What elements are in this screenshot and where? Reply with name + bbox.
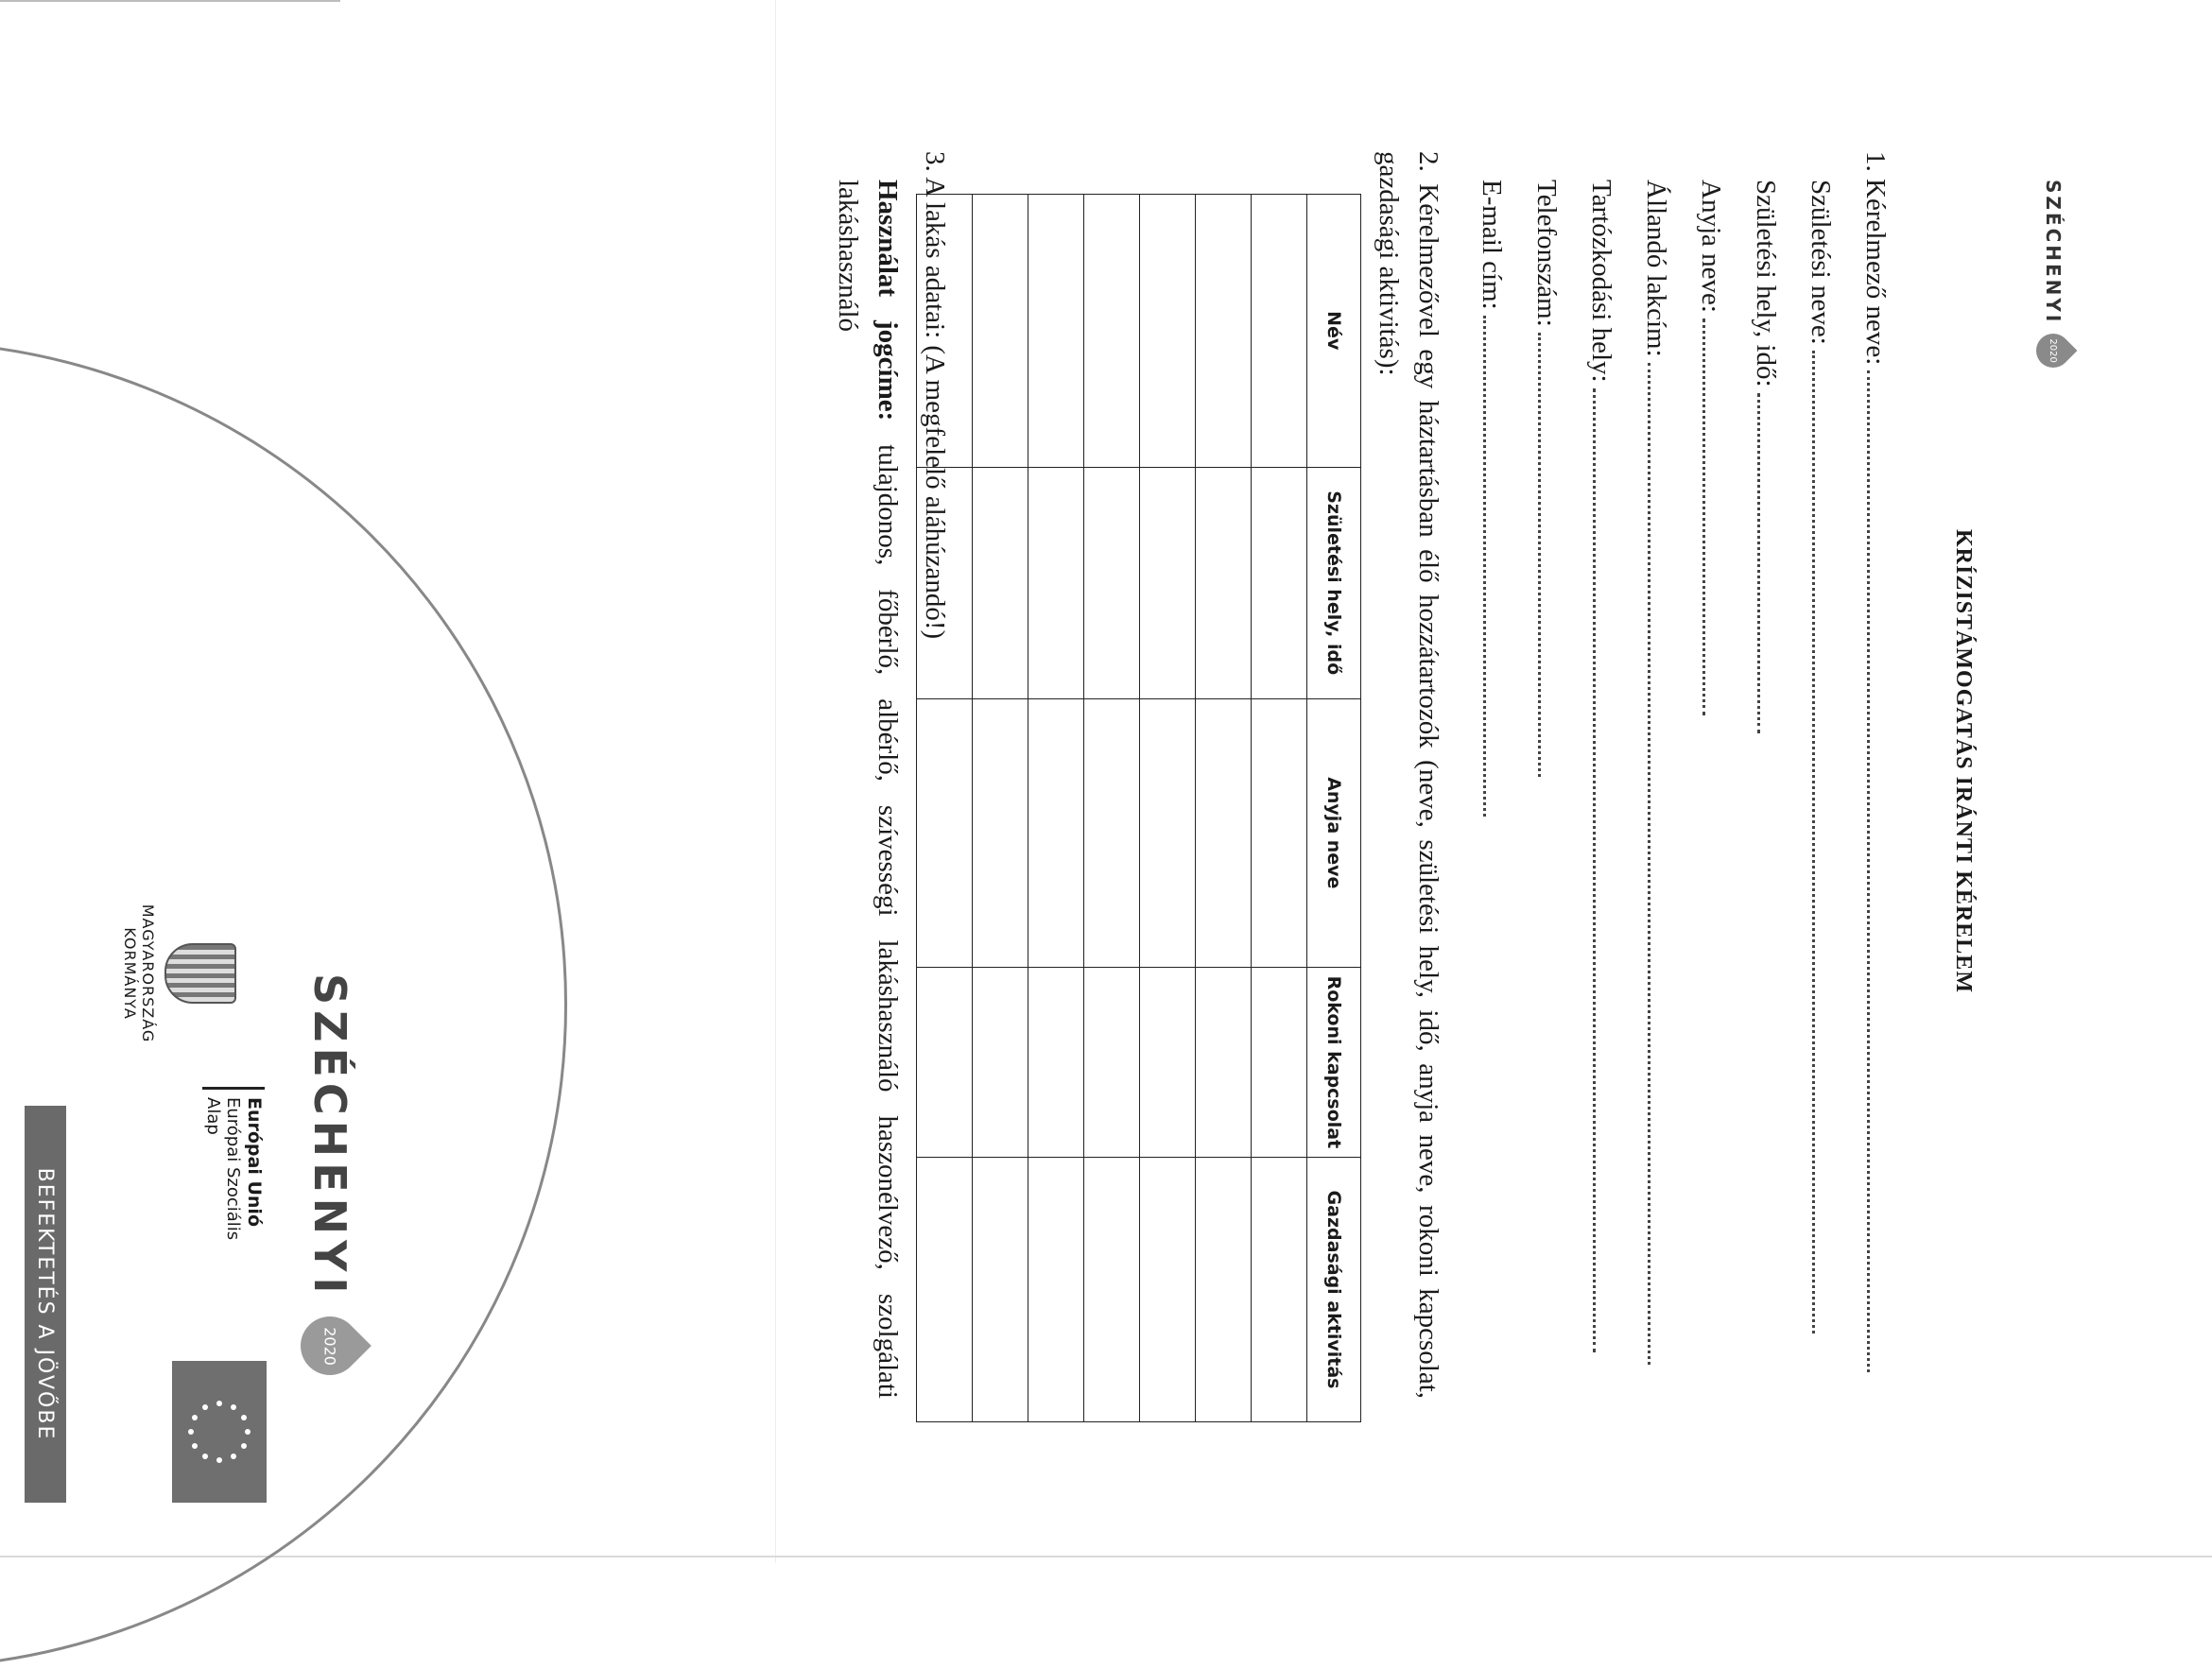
column-header-birth: Születési hely, idő bbox=[1307, 467, 1361, 698]
dotted-line bbox=[1812, 351, 1836, 1333]
eu-line1: Európai Unió bbox=[244, 1097, 265, 1227]
column-header-name: Név bbox=[1307, 195, 1361, 468]
section1-number: 1. bbox=[1860, 151, 1891, 172]
footer-arc bbox=[0, 340, 567, 1669]
column-header-mother: Anyja neve bbox=[1307, 698, 1361, 967]
table-cell[interactable] bbox=[1196, 467, 1252, 698]
field-birth-name bbox=[1805, 180, 1836, 1333]
table-cell[interactable] bbox=[1084, 698, 1140, 967]
field-label: Születési hely, idő: bbox=[1751, 180, 1781, 387]
footer-brand: SZÉCHENYI bbox=[304, 973, 355, 1299]
section2-description: Kérelmezővel egy háztartásban élő hozzátartozók (neve, születési hely, idő, anyja neve, rokoni kapcsolat, gazdasági aktivitás): bbox=[1373, 151, 1443, 1400]
gov-line2: KORMÁNYA bbox=[120, 927, 139, 1020]
gov-line1: MAGYARORSZÁG bbox=[139, 903, 157, 1043]
table-cell[interactable] bbox=[1196, 698, 1252, 967]
table-cell[interactable] bbox=[1196, 195, 1252, 468]
table-cell[interactable] bbox=[1028, 967, 1084, 1157]
coat-of-arms-icon bbox=[164, 943, 236, 1004]
dotted-line bbox=[1538, 333, 1562, 777]
header-brand-year: 2020 bbox=[2048, 338, 2059, 364]
column-header-relation: Rokoni kapcsolat bbox=[1307, 967, 1361, 1157]
header-logo bbox=[2036, 180, 2070, 368]
field-label: Állandó lakcím: bbox=[1641, 180, 1671, 357]
table-row bbox=[1140, 195, 1196, 1422]
table-row bbox=[1196, 195, 1252, 1422]
table-cell[interactable] bbox=[1028, 1158, 1084, 1422]
field-label: Anyja neve: bbox=[1696, 180, 1726, 313]
field-label: Tartózkodási hely: bbox=[1586, 180, 1616, 383]
dotted-line bbox=[1757, 393, 1781, 733]
section3-heading bbox=[915, 151, 955, 1399]
table-cell[interactable] bbox=[1252, 967, 1307, 1157]
table-cell[interactable] bbox=[1028, 698, 1084, 967]
field-email bbox=[1476, 180, 1507, 817]
field-applicant-name bbox=[1859, 151, 1891, 1372]
dotted-line bbox=[1867, 370, 1891, 1372]
household-members-table bbox=[916, 194, 1361, 1422]
table-row bbox=[973, 195, 1028, 1422]
dotted-line bbox=[1648, 363, 1671, 1365]
dotted-line bbox=[1483, 316, 1507, 817]
field-label: Kérelmező neve: bbox=[1860, 179, 1891, 366]
table-cell[interactable] bbox=[1140, 1158, 1196, 1422]
field-phone bbox=[1530, 180, 1562, 777]
section3-description: A lakás adatai: (A megfelelő aláhúzandó!) bbox=[920, 177, 950, 640]
drop-icon bbox=[288, 1304, 372, 1387]
table-cell[interactable] bbox=[973, 698, 1028, 967]
field-permanent-address bbox=[1640, 180, 1671, 1365]
usage-label: Használat jogcíme: bbox=[873, 180, 903, 422]
footer-brand-year: 2020 bbox=[320, 1326, 339, 1365]
eu-flag-icon bbox=[172, 1361, 267, 1503]
table-row bbox=[1028, 195, 1084, 1422]
table-cell[interactable] bbox=[1084, 467, 1140, 698]
table-cell[interactable] bbox=[1084, 195, 1140, 468]
drop-icon bbox=[2030, 327, 2078, 375]
table-cell[interactable] bbox=[1140, 467, 1196, 698]
field-label: E-mail cím: bbox=[1477, 180, 1507, 310]
eu-stars-icon bbox=[177, 1389, 262, 1474]
table-cell[interactable] bbox=[1252, 195, 1307, 468]
table-cell[interactable] bbox=[973, 967, 1028, 1157]
field-residence bbox=[1585, 180, 1616, 1352]
table-cell[interactable] bbox=[1028, 467, 1084, 698]
table-header-row bbox=[1307, 195, 1361, 1422]
field-label: Születési neve: bbox=[1806, 180, 1836, 345]
dotted-line bbox=[1593, 388, 1616, 1352]
column-header-activity: Gazdasági aktivitás bbox=[1307, 1158, 1361, 1422]
table-cell[interactable] bbox=[973, 1158, 1028, 1422]
table-cell[interactable] bbox=[1084, 1158, 1140, 1422]
eu-line2: Európai Szociális bbox=[223, 1097, 244, 1241]
table-cell[interactable] bbox=[1196, 967, 1252, 1157]
eu-line3: Alap bbox=[202, 1097, 223, 1135]
gov-text bbox=[121, 898, 157, 1049]
hungarian-government-logo bbox=[121, 898, 236, 1049]
field-label: Telefonszám: bbox=[1531, 180, 1562, 327]
dotted-line bbox=[1702, 318, 1726, 715]
section3-number: 3. bbox=[920, 151, 950, 172]
table-cell[interactable] bbox=[1252, 1158, 1307, 1422]
section2-number: 2. bbox=[1413, 151, 1443, 172]
table-cell[interactable] bbox=[973, 467, 1028, 698]
table-cell[interactable] bbox=[1084, 967, 1140, 1157]
table-cell[interactable] bbox=[1196, 1158, 1252, 1422]
section3-usage bbox=[828, 180, 907, 1399]
eu-fund-text bbox=[202, 1087, 265, 1240]
page-title: KRÍZISTÁMOGATÁS IRÁNTI KÉRELEM bbox=[1951, 529, 1976, 993]
table-row bbox=[1252, 195, 1307, 1422]
table-cell[interactable] bbox=[1028, 195, 1084, 468]
field-mother-name bbox=[1695, 180, 1726, 715]
investment-band: BEFEKTETÉS A JÖVŐBE bbox=[25, 1106, 66, 1503]
field-birth-place-time bbox=[1750, 180, 1781, 733]
footer-logo bbox=[301, 973, 359, 1375]
table-cell[interactable] bbox=[1140, 698, 1196, 967]
table-cell[interactable] bbox=[1252, 698, 1307, 967]
table-cell[interactable] bbox=[1140, 967, 1196, 1157]
table-cell[interactable] bbox=[973, 195, 1028, 468]
header-brand: SZÉCHENYI bbox=[2042, 180, 2065, 325]
table-cell[interactable] bbox=[1140, 195, 1196, 468]
table-row bbox=[1084, 195, 1140, 1422]
table-cell[interactable] bbox=[1252, 467, 1307, 698]
usage-options: tulajdonos, főbérlő, albérlő, szívességi lakáshasználó haszonélvező, szolgálati lakáshasználó bbox=[832, 180, 903, 1399]
